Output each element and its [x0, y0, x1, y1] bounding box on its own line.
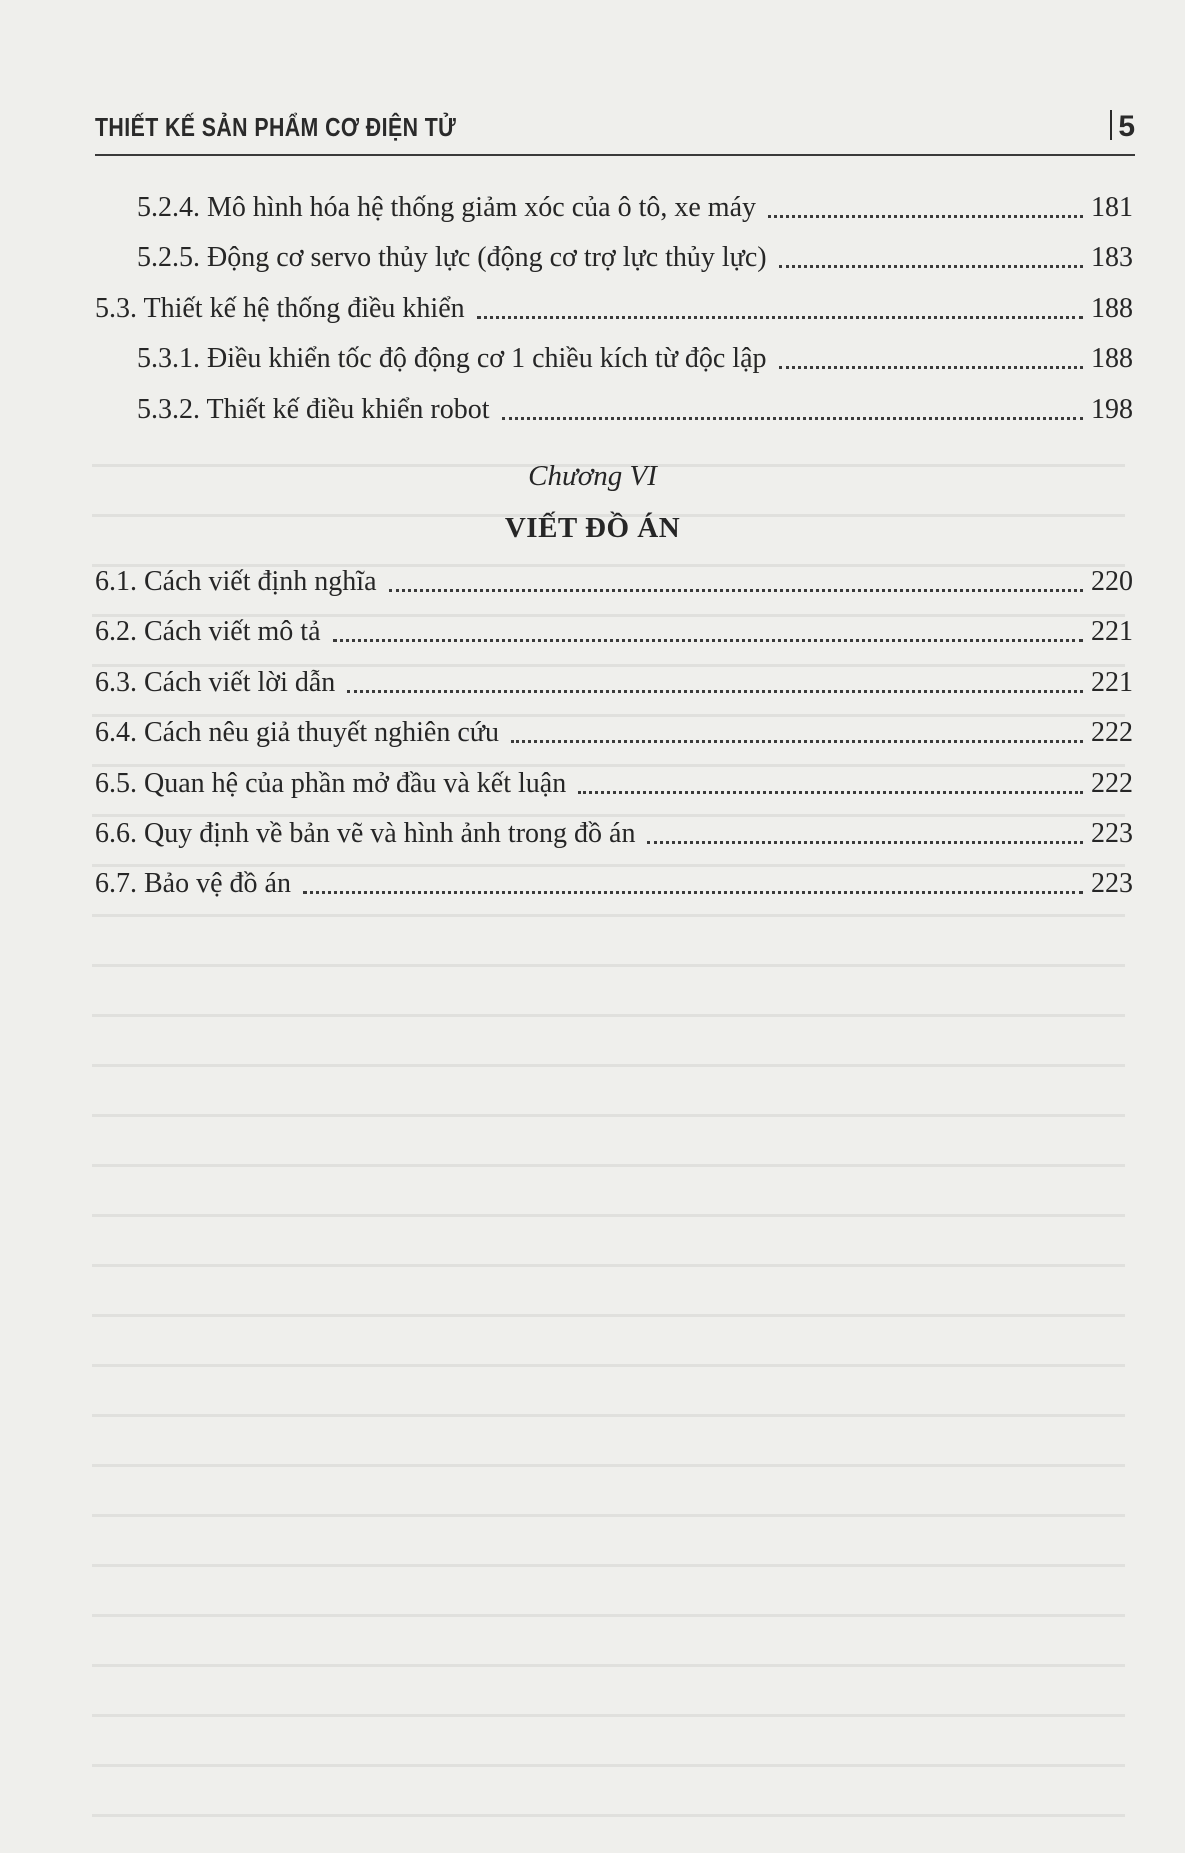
toc-entry-page: 221	[1091, 667, 1133, 698]
toc-leader-dots	[779, 366, 1083, 369]
toc-entry	[95, 814, 1133, 854]
toc-entry-title: 6.5. Quan hệ của phần mở đầu và kết luận	[95, 768, 567, 799]
toc-entry-page: 220	[1091, 566, 1133, 597]
toc-leader-dots	[347, 690, 1083, 693]
page-number: 5	[1110, 110, 1135, 144]
toc-leader-dots	[647, 841, 1083, 844]
toc-entry	[95, 713, 1133, 753]
toc-entry	[137, 339, 1133, 379]
toc-entry-title: 5.2.4. Mô hình hóa hệ thống giảm xóc của ô tô, xe máy	[137, 192, 756, 223]
toc-entry-page: 188	[1091, 343, 1133, 374]
toc-entry-page: 221	[1091, 616, 1133, 647]
toc-leader-dots	[779, 265, 1083, 268]
toc-entry-page: 181	[1091, 192, 1133, 223]
toc-entry	[95, 612, 1133, 652]
toc-entry-page: 188	[1091, 293, 1133, 324]
toc-leader-dots	[477, 316, 1083, 319]
toc-entry-title: 6.3. Cách viết lời dẫn	[95, 667, 336, 698]
toc-entry	[137, 390, 1133, 430]
toc-entry	[95, 864, 1133, 904]
running-header	[95, 108, 1135, 156]
toc-entry-page: 198	[1091, 394, 1133, 425]
toc-entry-title: 5.2.5. Động cơ servo thủy lực (động cơ trợ lực thủy lực)	[137, 242, 767, 273]
toc-leader-dots	[303, 891, 1083, 894]
toc-entry	[95, 663, 1133, 703]
chapter-title: VIẾT ĐỒ ÁN	[504, 512, 681, 544]
toc-leader-dots	[502, 417, 1083, 420]
chapter-label: Chương VI	[528, 460, 657, 492]
toc-leader-dots	[578, 791, 1083, 794]
toc-entry-page: 223	[1091, 868, 1133, 899]
toc-entry-page: 222	[1091, 717, 1133, 748]
toc-entry-page: 223	[1091, 818, 1133, 849]
toc-leader-dots	[511, 740, 1083, 743]
toc-entry	[95, 764, 1133, 804]
toc-entry-title: 5.3.1. Điều khiển tốc độ động cơ 1 chiều kích từ độc lập	[137, 343, 767, 374]
toc-entry-title: 6.4. Cách nêu giả thuyết nghiên cứu	[95, 717, 499, 748]
toc-entry	[137, 238, 1133, 278]
toc-entry-page: 183	[1091, 242, 1133, 273]
book-title: THIẾT KẾ SẢN PHẨM CƠ ĐIỆN TỬ	[95, 112, 457, 142]
toc-entry-page: 222	[1091, 768, 1133, 799]
toc-entry-title: 5.3. Thiết kế hệ thống điều khiển	[95, 293, 465, 324]
toc-leader-dots	[768, 215, 1083, 218]
toc-entry	[95, 562, 1133, 602]
toc-entry-title: 6.1. Cách viết định nghĩa	[95, 566, 377, 597]
toc-entry	[137, 188, 1133, 228]
toc-leader-dots	[333, 639, 1083, 642]
toc-entry-title: 6.2. Cách viết mô tả	[95, 616, 321, 647]
toc-entry-title: 6.7. Bảo vệ đồ án	[95, 868, 291, 899]
toc-entry-title: 5.3.2. Thiết kế điều khiển robot	[137, 394, 490, 425]
toc-leader-dots	[389, 589, 1083, 592]
toc-entry-title: 6.6. Quy định về bản vẽ và hình ảnh trong đồ án	[95, 818, 636, 849]
toc-entry	[95, 289, 1133, 329]
